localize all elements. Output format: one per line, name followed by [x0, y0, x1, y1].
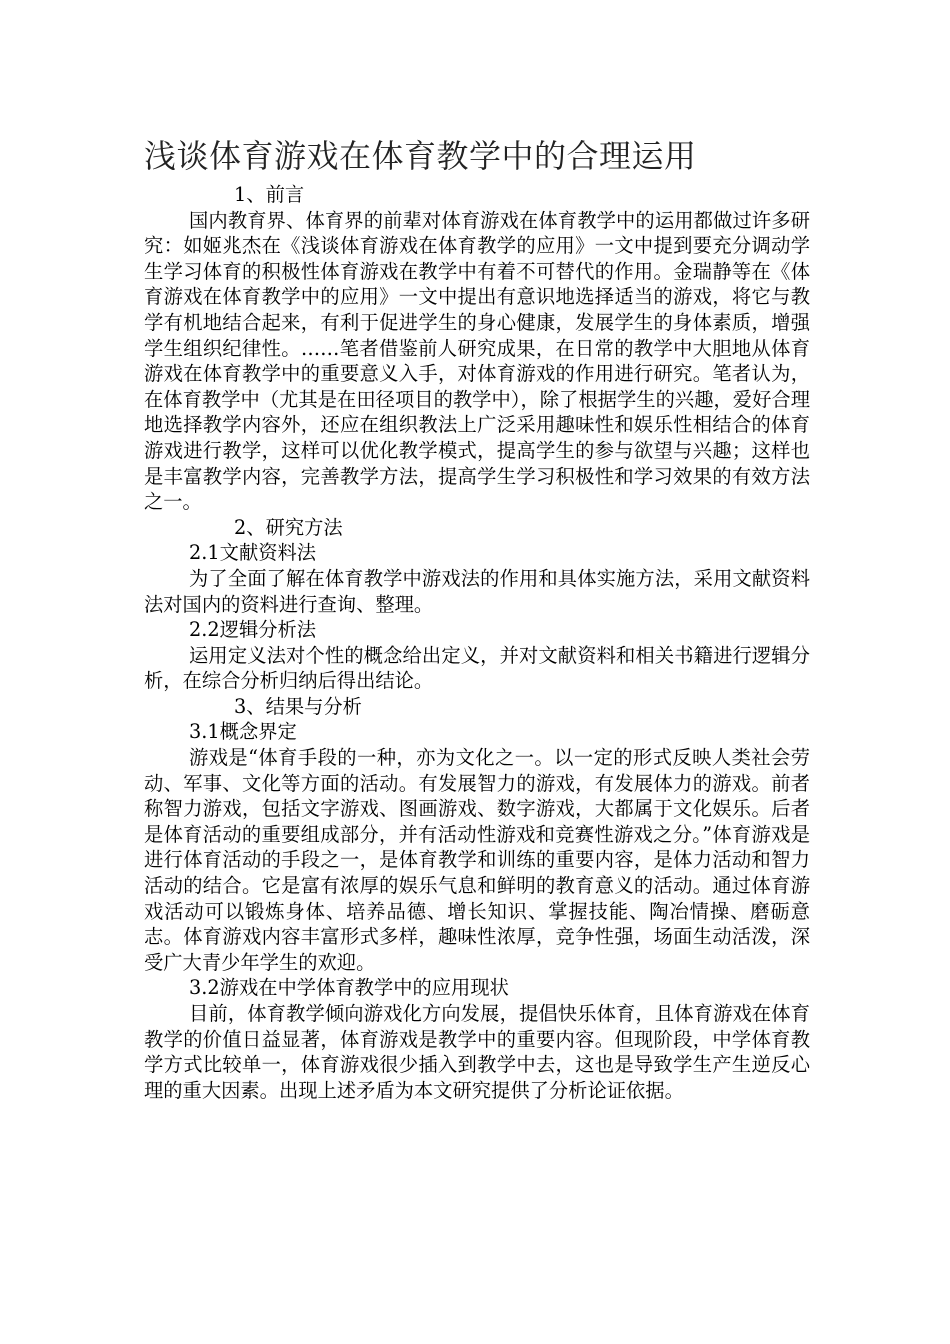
subsection-heading-2-1: 2.1文献资料法	[189, 541, 317, 565]
document-title: 浅谈体育游戏在体育教学中的合理运用	[144, 137, 697, 175]
section-number: 2、	[234, 515, 266, 539]
section-heading-1	[144, 182, 810, 208]
subsection-heading-2-2: 2.2逻辑分析法	[189, 618, 317, 642]
section-heading-2	[144, 515, 810, 541]
section-title: 前言	[265, 183, 305, 206]
paragraph-intro: 国内教育界、体育界的前辈对体育游戏在体育教学中的运用都做过许多研究：如姬兆杰在《浅谈体育游戏在体育教学的应用》一文中提到要充分调动学生学习体育的积极性体育游戏在教学中有着不可替代的作用。金瑞静等在《体育游戏在体育教学中的应用》一文中提出有意识地选择适当的游戏，将它与教学有机地结合起来，有利于促进学生的身心健康，发展学生的身体素质，增强学生组织纪律性。……笔者借鉴前人研究成果，在日常的教学中大胆地从体育游戏在体育教学中的重要意义入手，对体育游戏的作用进行研究。笔者认为，在体育教学中（尤其是在田径项目的教学中），除了根据学生的兴趣，爱好合理地选择教学内容外，还应在组织教法上广泛采用趣味性和娱乐性相结合的体育游戏进行教学，这样可以优化教学模式，提高学生的参与欲望与兴趣；这样也是丰富教学内容，完善教学方法，提高学生学习积极性和学习效果的有效方法之一。	[144, 208, 810, 514]
section-title: 结果与分析	[265, 694, 362, 718]
section-number: 3、	[234, 694, 266, 718]
paragraph-3-1: 游戏是“体育手段的一种，亦为文化之一。以一定的形式反映人类社会劳动、军事、文化等方面的活动。有发展智力的游戏，有发展体力的游戏。前者称智力游戏，包括文字游戏、图画游戏、数字游戏，大都属于文化娱乐。后者是体育活动的重要组成部分，并有活动性游戏和竞赛性游戏之分。”体育游戏是进行体育活动的手段之一，是体育教学和训练的重要内容，是体力活动和智力活动的结合。它是富有浓厚的娱乐气息和鲜明的教育意义的活动。通过体育游戏活动可以锻炼身体、培养品德、增长知识、掌握技能、陶冶情操、磨砺意志。体育游戏内容丰富形式多样，趣味性浓厚，竞争性强，场面生动活泼，深受广大青少年学生的欢迎。	[144, 746, 810, 974]
paragraph-2-1: 为了全面了解在体育教学中游戏法的作用和具体实施方法，采用文献资料法对国内的资料进行查询、整理。	[144, 566, 810, 616]
subsection-heading-3-1: 3.1概念界定	[189, 720, 297, 744]
paragraph-2-2: 运用定义法对个性的概念给出定义，并对文献资料和相关书籍进行逻辑分析，在综合分析归纳后得出结论。	[144, 643, 810, 693]
paragraph-3-2: 目前，体育教学倾向游戏化方向发展，提倡快乐体育，且体育游戏在体育教学的价值日益显著，体育游戏是教学中的重要内容。但现阶段，中学体育教学方式比较单一，体育游戏很少插入到教学中去，这也是导致学生产生逆反心理的重大因素。出现上述矛盾为本文研究提供了分析论证依据。	[144, 1002, 810, 1102]
subsection-heading-3-2: 3.2游戏在中学体育教学中的应用现状	[189, 976, 509, 1000]
section-title: 研究方法	[265, 515, 343, 539]
section-number: 1、	[234, 183, 266, 206]
section-heading-3	[144, 694, 810, 720]
